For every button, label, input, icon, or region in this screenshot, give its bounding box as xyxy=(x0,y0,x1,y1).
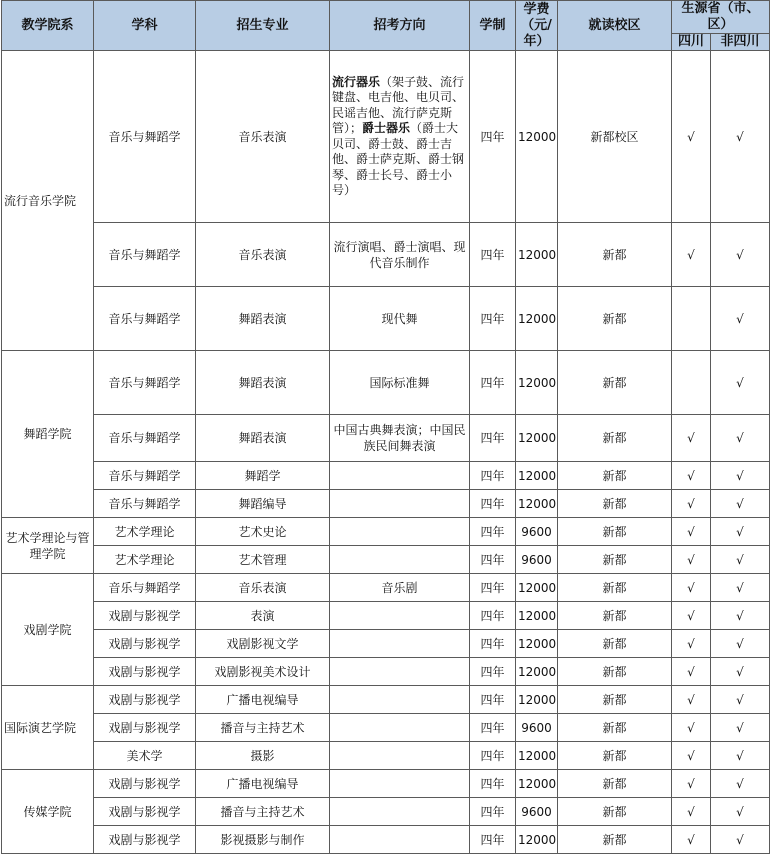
major-cell: 艺术史论 xyxy=(196,518,330,546)
header-sichuan: 四川 xyxy=(672,34,711,51)
duration-cell: 四年 xyxy=(470,798,516,826)
discipline-cell: 戏剧与影视学 xyxy=(94,686,196,714)
campus-cell: 新都 xyxy=(558,518,672,546)
direction-text-bold: 流行器乐 xyxy=(332,74,381,89)
direction-text: （架子鼓、流行键盘、电吉他、电贝司、民谣吉他、流行萨克斯管）； xyxy=(332,74,465,135)
discipline-cell: 音乐与舞蹈学 xyxy=(94,51,196,223)
college-cell: 艺术学理论与管理学院 xyxy=(2,518,94,574)
campus-cell: 新都 xyxy=(558,223,672,287)
major-cell: 表演 xyxy=(196,602,330,630)
sichuan-check: √ xyxy=(672,415,711,462)
direction-cell xyxy=(330,770,470,798)
fee-cell: 12000 xyxy=(516,770,558,798)
direction-cell: 现代舞 xyxy=(330,287,470,351)
campus-cell: 新都校区 xyxy=(558,51,672,223)
non-sichuan-check: √ xyxy=(711,658,770,686)
duration-cell: 四年 xyxy=(470,351,516,415)
fee-cell: 12000 xyxy=(516,574,558,602)
duration-cell: 四年 xyxy=(470,223,516,287)
campus-cell: 新都 xyxy=(558,742,672,770)
fee-cell: 12000 xyxy=(516,826,558,854)
non-sichuan-check: √ xyxy=(711,462,770,490)
duration-cell: 四年 xyxy=(470,602,516,630)
major-cell: 戏剧影视美术设计 xyxy=(196,658,330,686)
major-cell: 摄影 xyxy=(196,742,330,770)
discipline-cell: 艺术学理论 xyxy=(94,546,196,574)
duration-cell: 四年 xyxy=(470,490,516,518)
major-cell: 播音与主持艺术 xyxy=(196,798,330,826)
major-cell: 艺术管理 xyxy=(196,546,330,574)
header-major: 招生专业 xyxy=(196,1,330,51)
duration-cell: 四年 xyxy=(470,546,516,574)
major-cell: 舞蹈表演 xyxy=(196,415,330,462)
non-sichuan-check: √ xyxy=(711,742,770,770)
campus-cell: 新都 xyxy=(558,686,672,714)
fee-cell: 9600 xyxy=(516,714,558,742)
duration-cell: 四年 xyxy=(470,658,516,686)
duration-cell: 四年 xyxy=(470,415,516,462)
sichuan-check: √ xyxy=(672,714,711,742)
campus-cell: 新都 xyxy=(558,546,672,574)
non-sichuan-check: √ xyxy=(711,518,770,546)
campus-cell: 新都 xyxy=(558,462,672,490)
non-sichuan-check: √ xyxy=(711,546,770,574)
direction-cell xyxy=(330,602,470,630)
sichuan-check: √ xyxy=(672,826,711,854)
non-sichuan-check: √ xyxy=(711,490,770,518)
fee-cell: 9600 xyxy=(516,518,558,546)
sichuan-check: √ xyxy=(672,518,711,546)
discipline-cell: 戏剧与影视学 xyxy=(94,630,196,658)
college-cell: 传媒学院 xyxy=(2,770,94,854)
college-cell: 舞蹈学院 xyxy=(2,351,94,518)
discipline-cell: 戏剧与影视学 xyxy=(94,798,196,826)
fee-cell: 12000 xyxy=(516,462,558,490)
non-sichuan-check: √ xyxy=(711,770,770,798)
duration-cell: 四年 xyxy=(470,518,516,546)
discipline-cell: 音乐与舞蹈学 xyxy=(94,287,196,351)
direction-cell xyxy=(330,798,470,826)
campus-cell: 新都 xyxy=(558,770,672,798)
direction-cell xyxy=(330,658,470,686)
discipline-cell: 美术学 xyxy=(94,742,196,770)
fee-cell: 12000 xyxy=(516,415,558,462)
duration-cell: 四年 xyxy=(470,287,516,351)
header-campus: 就读校区 xyxy=(558,1,672,51)
campus-cell: 新都 xyxy=(558,714,672,742)
direction-cell: 中国古典舞表演；中国民族民间舞表演 xyxy=(330,415,470,462)
header-duration: 学制 xyxy=(470,1,516,51)
major-cell: 舞蹈表演 xyxy=(196,351,330,415)
major-cell: 广播电视编导 xyxy=(196,770,330,798)
fee-cell: 9600 xyxy=(516,546,558,574)
direction-cell: 国际标准舞 xyxy=(330,351,470,415)
direction-cell xyxy=(330,518,470,546)
direction-cell xyxy=(330,462,470,490)
discipline-cell: 戏剧与影视学 xyxy=(94,658,196,686)
fee-cell: 12000 xyxy=(516,51,558,223)
discipline-cell: 戏剧与影视学 xyxy=(94,602,196,630)
non-sichuan-check: √ xyxy=(711,574,770,602)
campus-cell: 新都 xyxy=(558,574,672,602)
header-direction: 招考方向 xyxy=(330,1,470,51)
duration-cell: 四年 xyxy=(470,826,516,854)
direction-cell: 流行演唱、爵士演唱、现代音乐制作 xyxy=(330,223,470,287)
non-sichuan-check: √ xyxy=(711,714,770,742)
non-sichuan-check: √ xyxy=(711,287,770,351)
non-sichuan-check: √ xyxy=(711,223,770,287)
sichuan-check: √ xyxy=(672,630,711,658)
admissions-table xyxy=(1,0,770,854)
direction-text: （爵士大贝司、爵士鼓、爵士吉他、爵士萨克斯、爵士钢琴、爵士长号、爵士小号） xyxy=(332,121,465,197)
duration-cell: 四年 xyxy=(470,630,516,658)
major-cell: 舞蹈表演 xyxy=(196,287,330,351)
direction-cell xyxy=(330,714,470,742)
sichuan-check: √ xyxy=(672,490,711,518)
college-cell: 戏剧学院 xyxy=(2,574,94,686)
campus-cell: 新都 xyxy=(558,658,672,686)
campus-cell: 新都 xyxy=(558,287,672,351)
major-cell: 戏剧影视文学 xyxy=(196,630,330,658)
non-sichuan-check: √ xyxy=(711,351,770,415)
major-cell: 广播电视编导 xyxy=(196,686,330,714)
duration-cell: 四年 xyxy=(470,714,516,742)
campus-cell: 新都 xyxy=(558,351,672,415)
discipline-cell: 戏剧与影视学 xyxy=(94,826,196,854)
duration-cell: 四年 xyxy=(470,770,516,798)
campus-cell: 新都 xyxy=(558,415,672,462)
direction-cell: 音乐剧 xyxy=(330,574,470,602)
sichuan-check: √ xyxy=(672,546,711,574)
fee-cell: 12000 xyxy=(516,658,558,686)
non-sichuan-check: √ xyxy=(711,630,770,658)
college-cell: 国际演艺学院 xyxy=(2,686,94,770)
direction-text-bold: 爵士器乐 xyxy=(362,121,411,135)
fee-cell: 12000 xyxy=(516,602,558,630)
sichuan-check: √ xyxy=(672,770,711,798)
fee-cell: 12000 xyxy=(516,686,558,714)
non-sichuan-check: √ xyxy=(711,415,770,462)
direction-cell xyxy=(330,686,470,714)
fee-cell: 12000 xyxy=(516,490,558,518)
discipline-cell: 戏剧与影视学 xyxy=(94,770,196,798)
discipline-cell: 艺术学理论 xyxy=(94,518,196,546)
campus-cell: 新都 xyxy=(558,630,672,658)
sichuan-check: √ xyxy=(672,798,711,826)
non-sichuan-check: √ xyxy=(711,602,770,630)
direction-cell xyxy=(330,826,470,854)
header-fee: 学费（元/年） xyxy=(516,1,558,51)
header-non-sichuan: 非四川 xyxy=(711,34,770,51)
non-sichuan-check: √ xyxy=(711,686,770,714)
discipline-cell: 音乐与舞蹈学 xyxy=(94,574,196,602)
fee-cell: 12000 xyxy=(516,223,558,287)
major-cell: 舞蹈学 xyxy=(196,462,330,490)
discipline-cell: 音乐与舞蹈学 xyxy=(94,490,196,518)
major-cell: 音乐表演 xyxy=(196,574,330,602)
non-sichuan-check: √ xyxy=(711,826,770,854)
campus-cell: 新都 xyxy=(558,602,672,630)
non-sichuan-check: √ xyxy=(711,798,770,826)
fee-cell: 12000 xyxy=(516,351,558,415)
header-origin: 生源省（市、区） xyxy=(672,1,770,34)
direction-cell xyxy=(330,742,470,770)
duration-cell: 四年 xyxy=(470,51,516,223)
sichuan-check: √ xyxy=(672,686,711,714)
sichuan-check: √ xyxy=(672,51,711,223)
duration-cell: 四年 xyxy=(470,462,516,490)
major-cell: 音乐表演 xyxy=(196,223,330,287)
major-cell: 音乐表演 xyxy=(196,51,330,223)
sichuan-check xyxy=(672,287,711,351)
college-cell: 流行音乐学院 xyxy=(2,51,94,351)
fee-cell: 12000 xyxy=(516,287,558,351)
campus-cell: 新都 xyxy=(558,826,672,854)
campus-cell: 新都 xyxy=(558,798,672,826)
non-sichuan-check: √ xyxy=(711,51,770,223)
fee-cell: 9600 xyxy=(516,798,558,826)
sichuan-check: √ xyxy=(672,602,711,630)
discipline-cell: 音乐与舞蹈学 xyxy=(94,415,196,462)
fee-cell: 12000 xyxy=(516,742,558,770)
duration-cell: 四年 xyxy=(470,742,516,770)
discipline-cell: 戏剧与影视学 xyxy=(94,714,196,742)
sichuan-check: √ xyxy=(672,574,711,602)
duration-cell: 四年 xyxy=(470,574,516,602)
major-cell: 舞蹈编导 xyxy=(196,490,330,518)
header-discipline: 学科 xyxy=(94,1,196,51)
campus-cell: 新都 xyxy=(558,490,672,518)
direction-cell xyxy=(330,546,470,574)
direction-cell xyxy=(330,51,470,223)
sichuan-check: √ xyxy=(672,658,711,686)
header-college: 教学院系 xyxy=(2,1,94,51)
major-cell: 播音与主持艺术 xyxy=(196,714,330,742)
duration-cell: 四年 xyxy=(470,686,516,714)
direction-cell xyxy=(330,630,470,658)
major-cell: 影视摄影与制作 xyxy=(196,826,330,854)
sichuan-check: √ xyxy=(672,742,711,770)
discipline-cell: 音乐与舞蹈学 xyxy=(94,462,196,490)
sichuan-check xyxy=(672,351,711,415)
discipline-cell: 音乐与舞蹈学 xyxy=(94,223,196,287)
direction-cell xyxy=(330,490,470,518)
discipline-cell: 音乐与舞蹈学 xyxy=(94,351,196,415)
fee-cell: 12000 xyxy=(516,630,558,658)
sichuan-check: √ xyxy=(672,462,711,490)
sichuan-check: √ xyxy=(672,223,711,287)
